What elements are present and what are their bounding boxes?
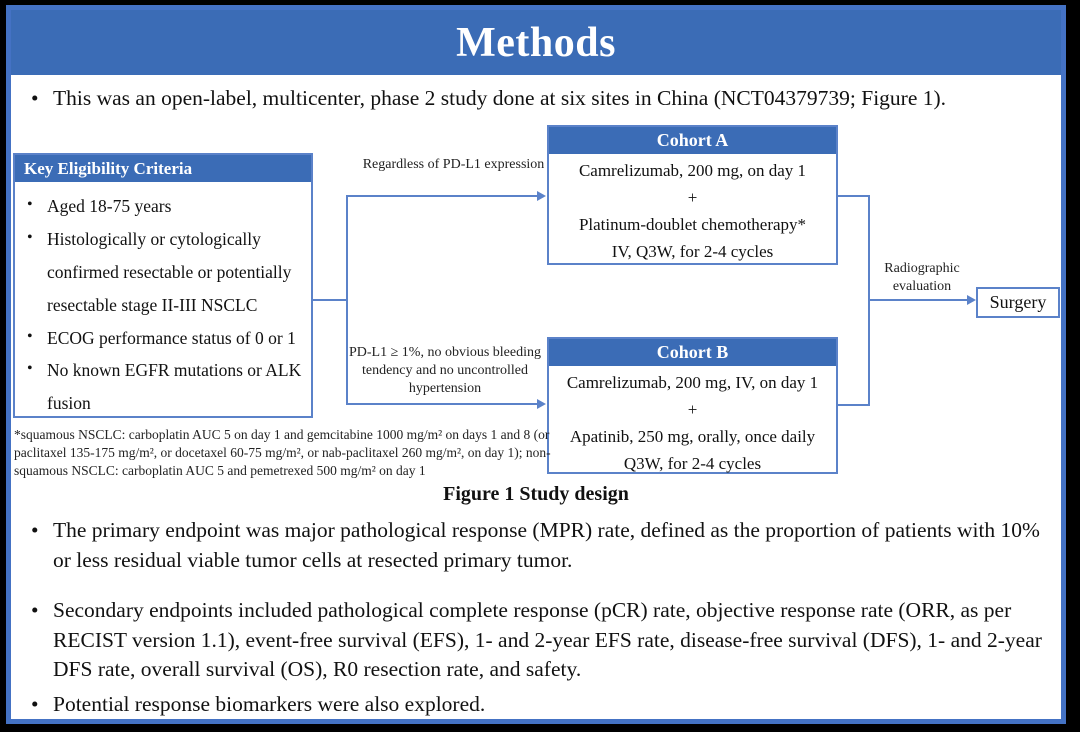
cohort-b-box	[547, 337, 838, 474]
cohort-a-line: Platinum-doublet chemotherapy*	[578, 214, 807, 234]
figure-caption: Figure 1 Study design	[443, 483, 629, 505]
intro-bullet: • This was an open-label, multicenter, phase 2 study done at six sites in China (NCT04379739; Figure 1).	[25, 84, 1045, 114]
label-radiographic-evaluation: Radiographic evaluation	[884, 261, 960, 295]
connector-eligibility-stub	[313, 299, 346, 301]
surgery-box: Surgery	[976, 287, 1060, 318]
cohort-a-body	[549, 154, 836, 265]
page-title: Methods	[456, 19, 616, 66]
cohort-a-line: IV, Q3W, for 2-4 cycles	[611, 241, 774, 261]
connector-arrow-to-cohort-a	[346, 195, 537, 197]
secondary-endpoints-bullet: • Secondary endpoints included pathological complete response (pCR) rate, objective response rate (ORR, as per RECIST version 1.1), event-free survival (EFS), 1- and 2-year EFS rate, disease-free survival (DFS), 1- and 2-year DFS rate, overall survival (OS), R0 resection rate, and safety.	[25, 596, 1045, 685]
figure-footnote: *squamous NSCLC: carboplatin AUC 5 on day 1 and gemcitabine 1000 mg/m² on days 1 and 8 (or paclitaxel 135-175 mg/m², or docetaxel 60-75 mg/m², or nab-paclitaxel 260 mg/m², on day 1); non-squamous NSCLC: carboplatin AUC 5 and pemetrexed 500 mg/m² on day 1	[14, 427, 551, 478]
eligibility-list	[21, 190, 307, 420]
primary-endpoint-bullet: • The primary endpoint was major pathological response (MPR) rate, defined as the proportion of patients with 10% or less residual viable tumor cells at resected primary tumor.	[25, 516, 1045, 575]
cohort-b-header: Cohort B	[549, 339, 836, 366]
eligibility-item: • Aged 18-75 years	[21, 190, 307, 223]
connector-cohort-b-stub	[838, 404, 868, 406]
title-bar	[11, 10, 1061, 75]
cohort-b-line: Q3W, for 2-4 cycles	[623, 453, 762, 473]
cohort-b-line: +	[687, 399, 698, 419]
arrowhead-cohort-b	[537, 399, 546, 409]
slide	[6, 5, 1066, 724]
eligibility-item: • Histologically or cytologically confirmed resectable or potentially resectable stage II-III NSCLC	[21, 223, 307, 322]
label-pdl1-criteria: PD-L1 ≥ 1%, no obvious bleeding tendency and no uncontrolled hypertension	[348, 345, 541, 397]
connector-arrow-to-surgery	[868, 299, 967, 301]
cohort-b-line: Apatinib, 250 mg, orally, once daily	[569, 426, 816, 446]
arrowhead-surgery	[967, 295, 976, 305]
cohort-a-header: Cohort A	[549, 127, 836, 154]
arrowhead-cohort-a	[537, 191, 546, 201]
cohort-a-box	[547, 125, 838, 265]
eligibility-header: Key Eligibility Criteria	[15, 155, 311, 182]
cohort-b-body	[549, 366, 836, 477]
connector-cohort-a-stub	[838, 195, 868, 197]
eligibility-box	[13, 153, 313, 418]
cohort-a-line: Camrelizumab, 200 mg, on day 1	[578, 161, 807, 180]
cohort-b-line: Camrelizumab, 200 mg, IV, on day 1	[566, 373, 819, 392]
eligibility-item: • ECOG performance status of 0 or 1	[21, 322, 307, 355]
label-regardless-pdl1: Regardless of PD-L1 expression	[362, 157, 545, 172]
biomarkers-bullet: • Potential response biomarkers were also explored.	[25, 690, 1045, 720]
cohort-a-line: +	[687, 187, 698, 207]
eligibility-item: • No known EGFR mutations or ALK fusion	[21, 354, 307, 420]
connector-arrow-to-cohort-b	[346, 403, 537, 405]
